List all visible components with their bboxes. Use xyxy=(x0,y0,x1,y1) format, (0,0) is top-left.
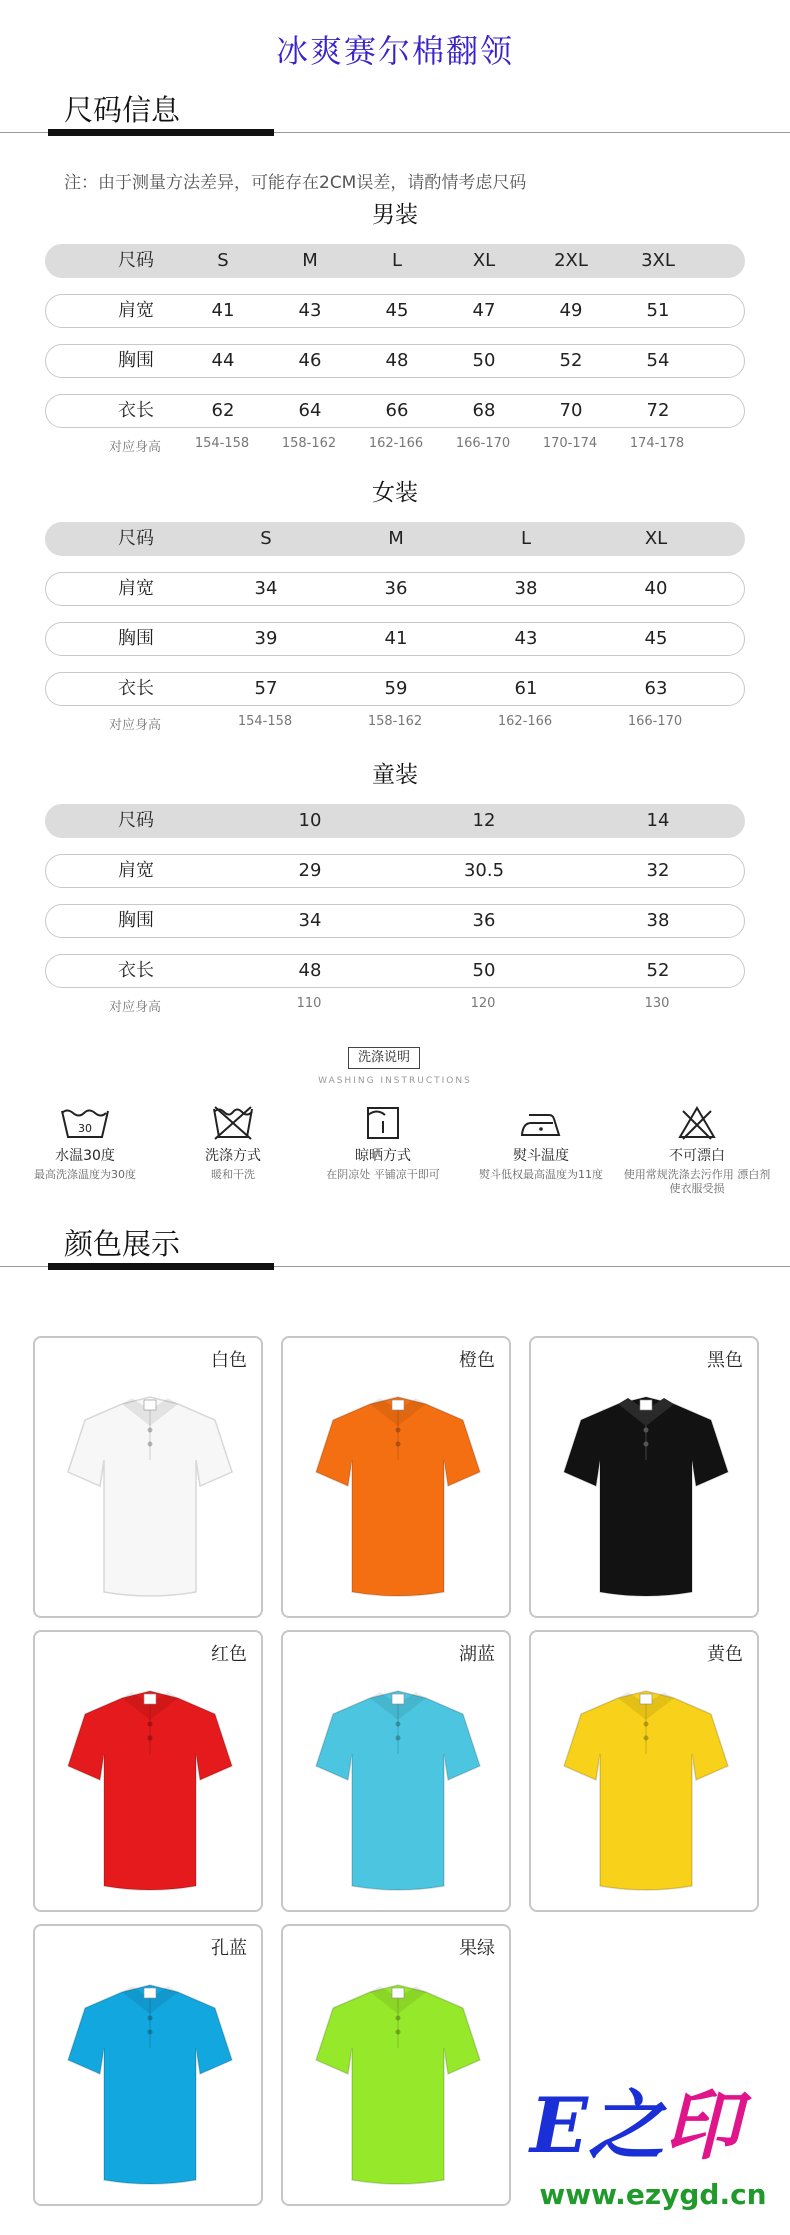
table-cell: 43 xyxy=(514,628,538,649)
size-table-row xyxy=(45,394,745,428)
height-row xyxy=(45,436,745,456)
table-cell: 43 xyxy=(298,300,322,321)
table-cell: 68 xyxy=(472,400,496,421)
table-cell: 62 xyxy=(211,400,235,421)
polo-shirt-image xyxy=(60,1952,240,2197)
height-range: 174-178 xyxy=(629,436,685,451)
table-cell: 38 xyxy=(646,910,670,931)
no-bleach-icon xyxy=(677,1105,717,1141)
size-group-title: 童装 xyxy=(372,762,418,788)
height-range: 162-166 xyxy=(497,714,553,729)
table-cell: 44 xyxy=(211,350,235,371)
table-cell: 57 xyxy=(254,678,278,699)
table-cell: 45 xyxy=(644,628,668,649)
title-underline-bar xyxy=(48,1263,274,1270)
logo-url: www.ezygd.cn xyxy=(539,2178,767,2211)
color-name: 果绿 xyxy=(459,1938,495,1959)
title-underline-bar xyxy=(48,129,274,136)
height-range: 166-170 xyxy=(455,436,511,451)
table-cell: 14 xyxy=(646,810,670,831)
color-name: 黄色 xyxy=(707,1644,743,1665)
wash-item-ironing xyxy=(466,1105,616,1182)
row-label: 衣长 xyxy=(118,960,154,981)
color-name: 白色 xyxy=(211,1350,247,1371)
table-cell: 34 xyxy=(254,578,278,599)
table-cell: 63 xyxy=(644,678,668,699)
color-name: 湖蓝 xyxy=(459,1644,495,1665)
height-row xyxy=(45,714,745,734)
wash-item-method xyxy=(158,1105,308,1182)
size-note: 注：由于测量方法差异，可能存在2CM误差，请酌情考虑尺码 xyxy=(64,173,527,193)
wash-temp-badge: 30 xyxy=(78,1122,92,1135)
table-cell: 52 xyxy=(646,960,670,981)
wash-item-drying xyxy=(308,1105,458,1182)
color-section-title: 颜色展示 xyxy=(64,1227,181,1261)
table-cell: 40 xyxy=(644,578,668,599)
polo-shirt-image xyxy=(308,1658,488,1903)
table-cell: M xyxy=(388,528,404,549)
table-cell: 36 xyxy=(472,910,496,931)
table-cell: XL xyxy=(644,528,668,549)
color-name: 红色 xyxy=(211,1644,247,1665)
height-range: 166-170 xyxy=(627,714,683,729)
color-name: 黑色 xyxy=(707,1350,743,1371)
size-table-row xyxy=(45,344,745,378)
height-range: 110 xyxy=(296,996,322,1011)
wash-item-title: 水温30度 xyxy=(55,1148,115,1164)
table-cell: 30.5 xyxy=(463,860,505,881)
wash-title: 洗涤说明 xyxy=(348,1047,420,1069)
height-range: 170-174 xyxy=(542,436,598,451)
row-label: 肩宽 xyxy=(118,300,154,321)
size-table-row xyxy=(45,954,745,988)
color-card[interactable] xyxy=(33,1924,263,2206)
wash-item-temperature xyxy=(10,1105,160,1182)
table-cell: 45 xyxy=(385,300,409,321)
table-cell: 10 xyxy=(298,810,322,831)
hand-wash-icon xyxy=(211,1105,255,1141)
logo-char-yin: 印 xyxy=(663,2081,740,2170)
logo-char-zhi: 之 xyxy=(587,2081,664,2170)
size-table-row xyxy=(45,572,745,606)
table-cell: 3XL xyxy=(641,250,675,271)
wash-item-title: 洗涤方式 xyxy=(205,1148,261,1164)
row-label: 尺码 xyxy=(118,528,154,549)
brand-logo xyxy=(522,2080,784,2230)
wash-item-desc: 熨斗低权最高温度为11度 xyxy=(479,1168,603,1181)
table-cell: 34 xyxy=(298,910,322,931)
wash-item-title: 熨斗温度 xyxy=(513,1148,569,1164)
wash-item-bleach xyxy=(622,1105,772,1196)
color-section-header xyxy=(0,1222,790,1272)
table-cell: S xyxy=(260,528,272,549)
color-card[interactable] xyxy=(33,1630,263,1912)
polo-shirt-image xyxy=(556,1658,736,1903)
color-card[interactable] xyxy=(529,1336,759,1618)
row-label: 肩宽 xyxy=(118,578,154,599)
table-cell: M xyxy=(302,250,318,271)
color-card[interactable] xyxy=(281,1336,511,1618)
table-cell: 64 xyxy=(298,400,322,421)
row-label: 衣长 xyxy=(118,400,154,421)
color-card[interactable] xyxy=(281,1630,511,1912)
table-cell: 39 xyxy=(254,628,278,649)
logo-letter-e: E xyxy=(530,2081,588,2170)
table-cell: 48 xyxy=(298,960,322,981)
color-card[interactable] xyxy=(281,1924,511,2206)
color-card[interactable] xyxy=(33,1336,263,1618)
size-table-row xyxy=(45,622,745,656)
page-title: 冰爽赛尔棉翻领 xyxy=(275,32,514,70)
size-table-row xyxy=(45,854,745,888)
table-cell: 52 xyxy=(559,350,583,371)
wash-item-desc: 使用常规洗涤去污作用 漂白剂使衣服受损 xyxy=(623,1168,771,1195)
table-cell: 61 xyxy=(514,678,538,699)
row-label: 胸围 xyxy=(118,350,154,371)
table-cell: 48 xyxy=(385,350,409,371)
polo-shirt-image xyxy=(60,1364,240,1609)
polo-shirt-image xyxy=(556,1364,736,1609)
wash-item-desc: 最高洗涤温度为30度 xyxy=(34,1168,136,1181)
table-cell: 50 xyxy=(472,350,496,371)
table-cell: 2XL xyxy=(554,250,588,271)
table-cell: 47 xyxy=(472,300,496,321)
table-cell: 38 xyxy=(514,578,538,599)
table-cell: 70 xyxy=(559,400,583,421)
height-range: 130 xyxy=(644,996,670,1011)
row-label: 尺码 xyxy=(118,810,154,831)
table-cell: S xyxy=(217,250,229,271)
iron-icon xyxy=(519,1105,563,1141)
height-range: 158-162 xyxy=(367,714,423,729)
size-table-row xyxy=(45,672,745,706)
row-label: 胸围 xyxy=(118,628,154,649)
size-group-title: 女装 xyxy=(372,480,418,506)
dry-flat-icon xyxy=(365,1105,401,1141)
table-cell: 36 xyxy=(384,578,408,599)
height-range: 154-158 xyxy=(237,714,293,729)
size-section-title: 尺码信息 xyxy=(64,93,181,127)
polo-shirt-image xyxy=(308,1952,488,2197)
height-range: 154-158 xyxy=(194,436,250,451)
size-table-header-row xyxy=(45,244,745,278)
table-cell: L xyxy=(520,528,532,549)
height-row xyxy=(45,996,745,1016)
table-cell: 46 xyxy=(298,350,322,371)
size-table-header-row xyxy=(45,804,745,838)
table-cell: 54 xyxy=(646,350,670,371)
table-cell: 32 xyxy=(646,860,670,881)
wash-item-desc: 在阴凉处 平铺凉干即可 xyxy=(326,1168,440,1181)
table-cell: L xyxy=(391,250,403,271)
table-cell: 51 xyxy=(646,300,670,321)
color-card[interactable] xyxy=(529,1630,759,1912)
row-label: 衣长 xyxy=(118,678,154,699)
wash-item-title: 不可漂白 xyxy=(669,1148,725,1164)
height-range: 120 xyxy=(470,996,496,1011)
water-temp-icon xyxy=(59,1105,111,1141)
table-cell: XL xyxy=(472,250,496,271)
color-name: 孔蓝 xyxy=(211,1938,247,1959)
size-table-header-row xyxy=(45,522,745,556)
table-cell: 49 xyxy=(559,300,583,321)
size-group-title: 男装 xyxy=(372,202,418,228)
table-cell: 41 xyxy=(384,628,408,649)
height-label: 对应身高 xyxy=(108,440,161,455)
table-cell: 59 xyxy=(384,678,408,699)
row-label: 肩宽 xyxy=(118,860,154,881)
size-table-row xyxy=(45,904,745,938)
wash-item-desc: 暖和干洗 xyxy=(211,1168,255,1181)
height-range: 162-166 xyxy=(368,436,424,451)
height-range: 158-162 xyxy=(281,436,337,451)
table-cell: 12 xyxy=(472,810,496,831)
table-cell: 29 xyxy=(298,860,322,881)
table-cell: 41 xyxy=(211,300,235,321)
row-label: 尺码 xyxy=(118,250,154,271)
polo-shirt-image xyxy=(60,1658,240,1903)
height-label: 对应身高 xyxy=(108,718,161,733)
size-table-row xyxy=(45,294,745,328)
table-cell: 66 xyxy=(385,400,409,421)
size-section-header xyxy=(0,88,790,138)
table-cell: 72 xyxy=(646,400,670,421)
logo-mark xyxy=(530,2080,740,2172)
row-label: 胸围 xyxy=(118,910,154,931)
color-name: 橙色 xyxy=(459,1350,495,1371)
wash-subtitle: WASHING INSTRUCTIONS xyxy=(318,1076,472,1086)
wash-item-title: 晾晒方式 xyxy=(355,1148,411,1164)
height-label: 对应身高 xyxy=(108,1000,161,1015)
polo-shirt-image xyxy=(308,1364,488,1609)
table-cell: 50 xyxy=(472,960,496,981)
